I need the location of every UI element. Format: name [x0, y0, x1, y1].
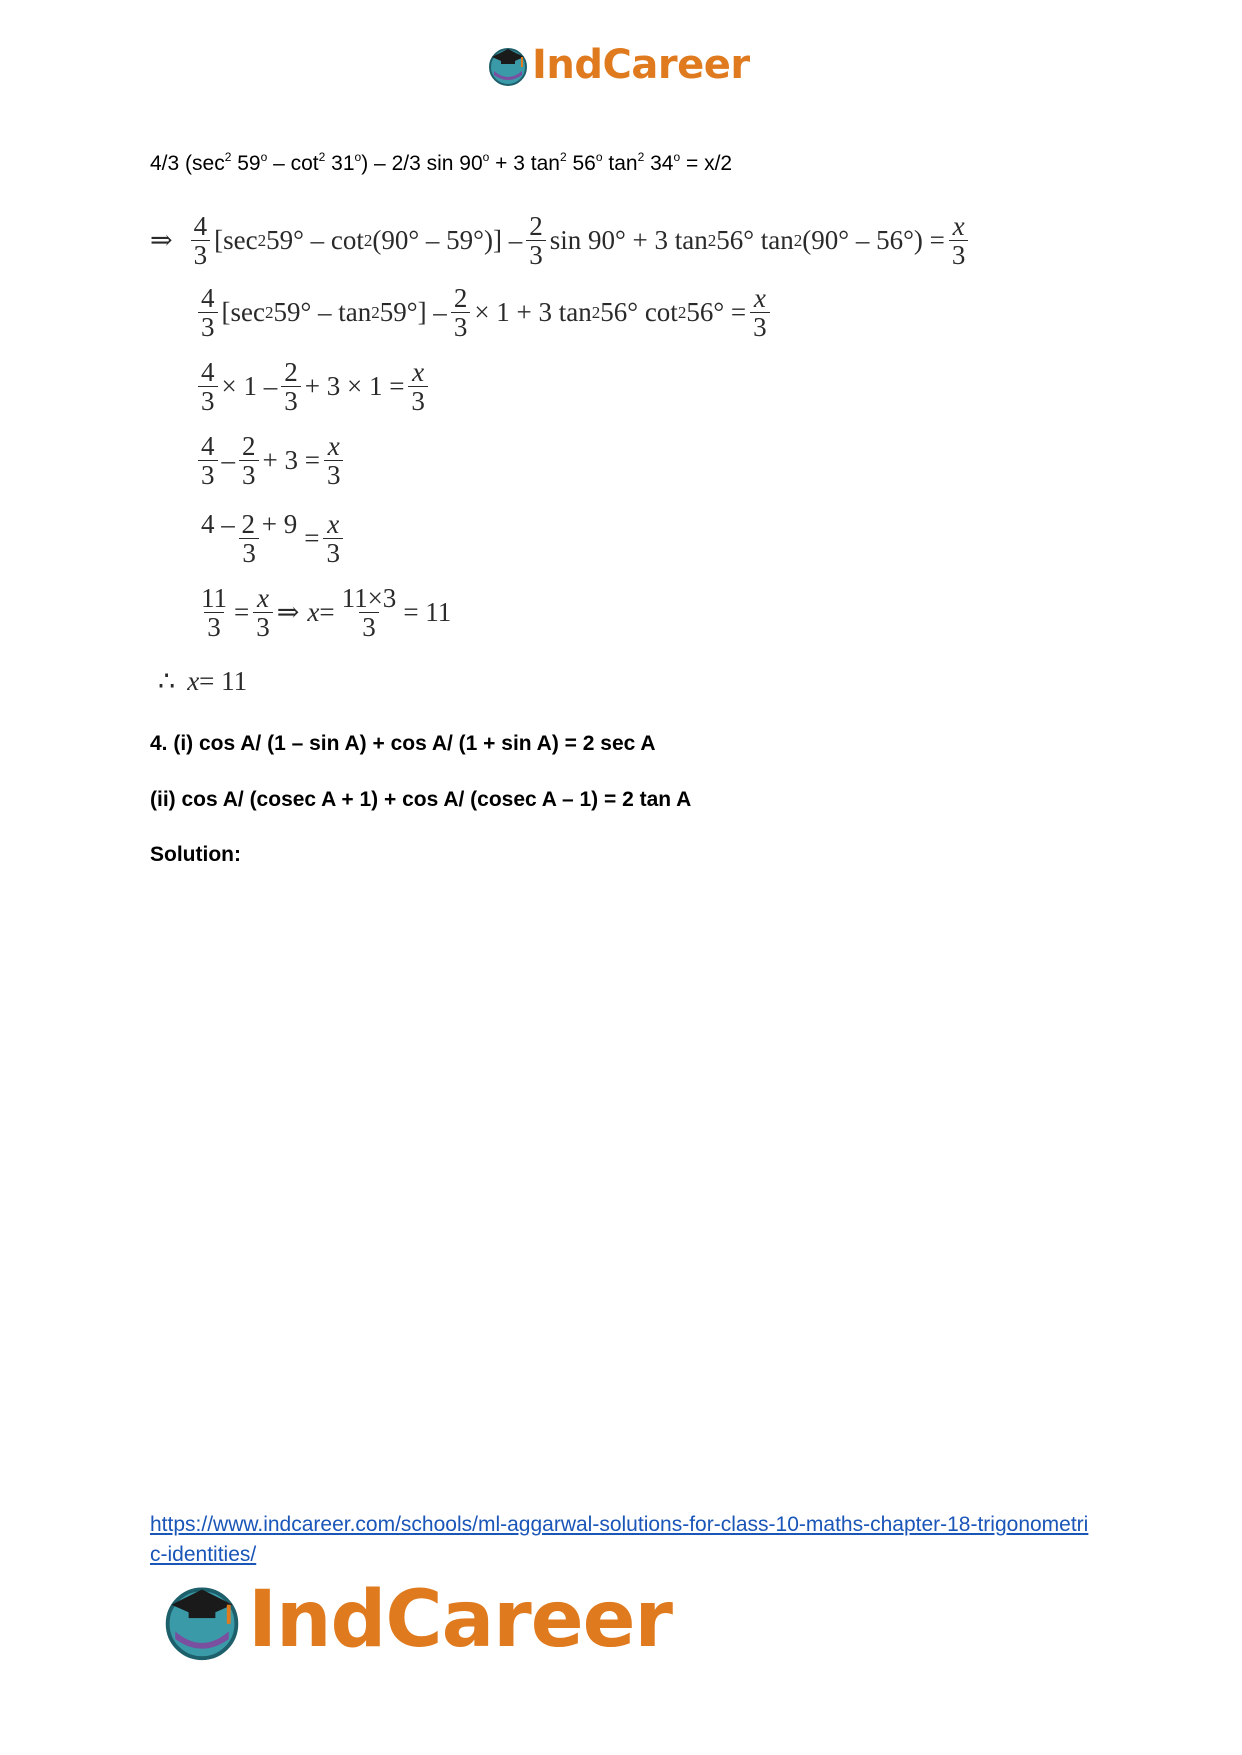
solution-step-4: $\frac{4}{3}$ – $\frac{2}{3}$ + 3 = $\frac{x}{3}$: [194, 432, 347, 490]
logo-wordmark: IndCareer: [248, 1575, 672, 1665]
question-statement: 4/3 ($\sec^2$ $59^o - \cot^2 31^o) - 2/3$ $\sin 90^o + 3$ $\tan^2 56^o$ $\tan^2 34^o = x/2$: [150, 150, 733, 175]
solution-step-5: $\frac{4 - 2 + 9}{3}$ = $\frac{x}{3}$: [194, 510, 347, 568]
solution-step-6: $\frac{11}{3}$ = $\frac{x}{3}$ ⇒ x = $\frac{11\times 3}{3}$ = 11: [201, 583, 452, 643]
question-4-part-i: 4. (i) cos A/ (1 – sin A) + cos A/ (1 + sin A) = 2 sec A: [150, 732, 656, 755]
question-4-part-ii: (ii) cos A/ (cosec A + 1) + cos A/ (cosec A – 1) = 2 tan A: [150, 788, 692, 811]
graduation-cap-globe-icon: [160, 1578, 244, 1662]
graduation-cap-globe-icon: [486, 43, 530, 87]
logo-wordmark: IndCareer: [532, 42, 750, 88]
solution-label: Solution:: [150, 843, 241, 866]
solution-step-1: ⇒ $\frac{4}{3}$ [sec 2 59° – cot 2 (90° – 59°)] – $\frac{2}{3}$ sin 90° + 3 tan 2 56° tan 2 (90° – 56°) = $\frac{x}{3}$: [150, 212, 972, 270]
solution-step-2: $\frac{4}{3}$ [sec 2 59° – tan 2 59°] – $\frac{2}{3}$ × 1 + 3 tan 2 56° cot 2 56° = $\frac{x}{3}$: [194, 284, 774, 342]
solution-step-3: $\frac{4}{3}$ × 1 – $\frac{2}{3}$ + 3 × 1 = $\frac{x}{3}$: [194, 358, 432, 416]
source-link[interactable]: https://www.indcareer.com/schools/ml-aggarwal-solutions-for-class-10-maths-chapter-18-trigonometric-identities/: [150, 1513, 1089, 1567]
solution-conclusion: ∴ x = 11: [158, 666, 248, 696]
footer-logo: [160, 1575, 672, 1665]
header-logo: [486, 42, 750, 88]
